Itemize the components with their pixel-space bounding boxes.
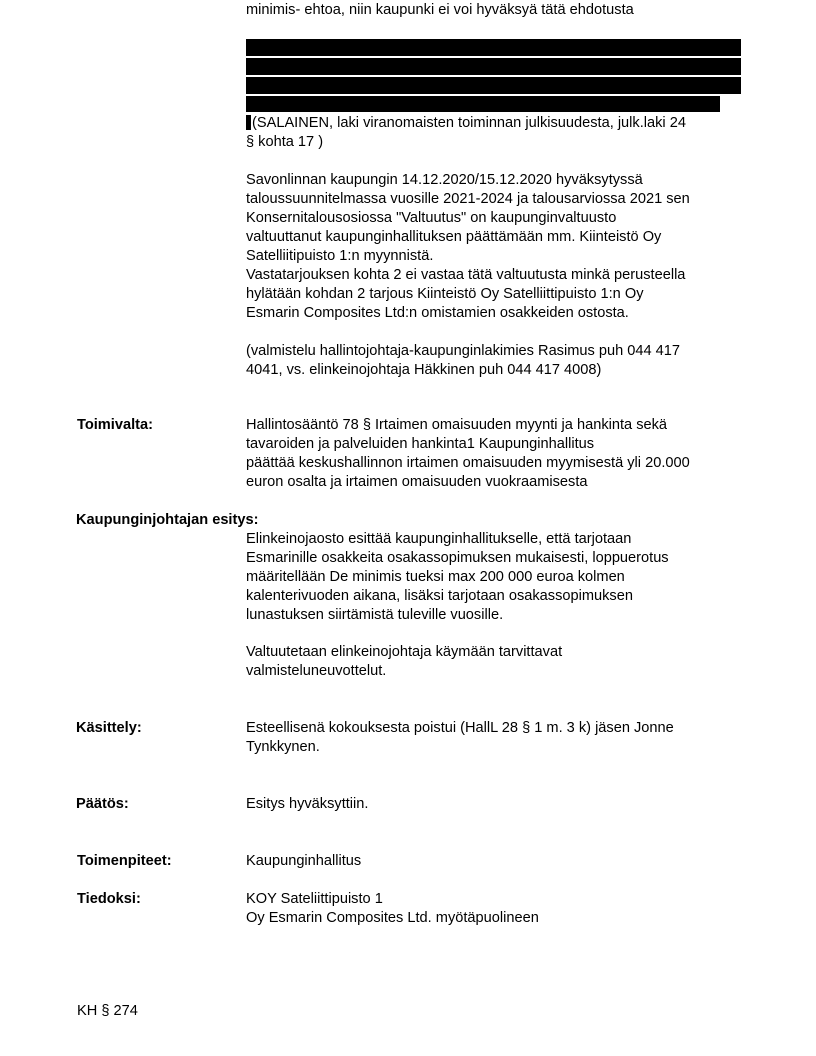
- decision-text: Esitys hyväksyttiin.: [246, 796, 369, 812]
- recipient-line: Oy Esmarin Composites Ltd. myötäpuolineen: [246, 910, 539, 926]
- preparer-info: 4041, vs. elinkeinojohtaja Häkkinen puh 044 417 4008): [246, 362, 602, 378]
- body-text-line: lunastuksen siirtämistä tuleville vuosille.: [246, 607, 504, 623]
- body-text-line: minimis- ehtoa, niin kaupunki ei voi hyväksyä tätä ehdotusta: [246, 2, 634, 18]
- body-text-line: taloussuunnitelmassa vuosille 2021-2024 ja talousarviossa 2021 sen: [246, 191, 690, 207]
- section-label-kasittely: Käsittely:: [76, 720, 142, 736]
- body-text-line: Kaupunginhallitus: [246, 853, 362, 869]
- body-text-line: valmisteluneuvottelut.: [246, 663, 387, 679]
- body-text-line: Savonlinnan kaupungin 14.12.2020/15.12.2020 hyväksytyssä: [246, 172, 643, 188]
- body-text-line: valtuuttanut kaupunginhallituksen päättämään mm. Kiinteistö Oy: [246, 229, 662, 245]
- body-text-line: Valtuutetaan elinkeinojohtaja käymään tarvittavat: [246, 644, 563, 660]
- confidentiality-note: § kohta 17 ): [246, 134, 324, 150]
- section-label-toimivalta: Toimivalta:: [77, 417, 153, 433]
- redaction-bar: [246, 39, 741, 56]
- body-text-line: hylätään kohdan 2 tarjous Kiinteistö Oy Satelliittipuisto 1:n Oy: [246, 286, 644, 302]
- page-footer: KH § 274: [77, 1003, 138, 1019]
- confidentiality-note: (SALAINEN, laki viranomaisten toiminnan julkisuudesta, julk.laki 24: [252, 115, 686, 131]
- body-text-line: Tynkkynen.: [246, 739, 320, 755]
- section-label-tiedoksi: Tiedoksi:: [77, 891, 141, 907]
- redaction-bar: [246, 96, 720, 112]
- body-text-line: kalenterivuoden aikana, lisäksi tarjotaan osakassopimuksen: [246, 588, 633, 604]
- body-text-line: Hallintosääntö 78 § Irtaimen omaisuuden myynti ja hankinta sekä: [246, 417, 668, 433]
- redaction-bar: [246, 77, 741, 94]
- body-text-line: päättää keskushallinnon irtaimen omaisuuden myymisestä yli 20.000: [246, 455, 690, 471]
- body-text-line: Vastatarjouksen kohta 2 ei vastaa tätä valtuutusta minkä perusteella: [246, 267, 686, 283]
- body-text-line: Esmarin Composites Ltd:n omistamien osakkeiden ostosta.: [246, 305, 629, 321]
- redaction-bar: [246, 58, 741, 75]
- body-text-line: Esmarinille osakkeita osakassopimuksen mukaisesti, loppuerotus: [246, 550, 669, 566]
- body-text-line: Satelliitipuisto 1:n myynnistä.: [246, 248, 434, 264]
- body-text-line: Konsernitalousosiossa "Valtuutus" on kaupunginvaltuusto: [246, 210, 617, 226]
- section-label-toimenpiteet: Toimenpiteet:: [77, 853, 172, 869]
- section-label-esitys: Kaupunginjohtajan esitys:: [76, 512, 259, 528]
- body-text-line: euron osalta ja irtaimen omaisuuden vuokraamisesta: [246, 474, 588, 490]
- recipient-line: KOY Sateliittipuisto 1: [246, 891, 383, 907]
- preparer-info: (valmistelu hallintojohtaja-kaupunginlakimies Rasimus puh 044 417: [246, 343, 681, 359]
- body-text-line: määritellään De minimis tueksi max 200 000 euroa kolmen: [246, 569, 625, 585]
- redaction-cursor: [246, 115, 251, 130]
- body-text-line: Elinkeinojaosto esittää kaupunginhallitukselle, että tarjotaan: [246, 531, 632, 547]
- body-text-line: Esteellisenä kokouksesta poistui (HallL 28 § 1 m. 3 k) jäsen Jonne: [246, 720, 674, 736]
- body-text-line: tavaroiden ja palveluiden hankinta1 Kaupunginhallitus: [246, 436, 595, 452]
- section-label-paatos: Päätös:: [76, 796, 129, 812]
